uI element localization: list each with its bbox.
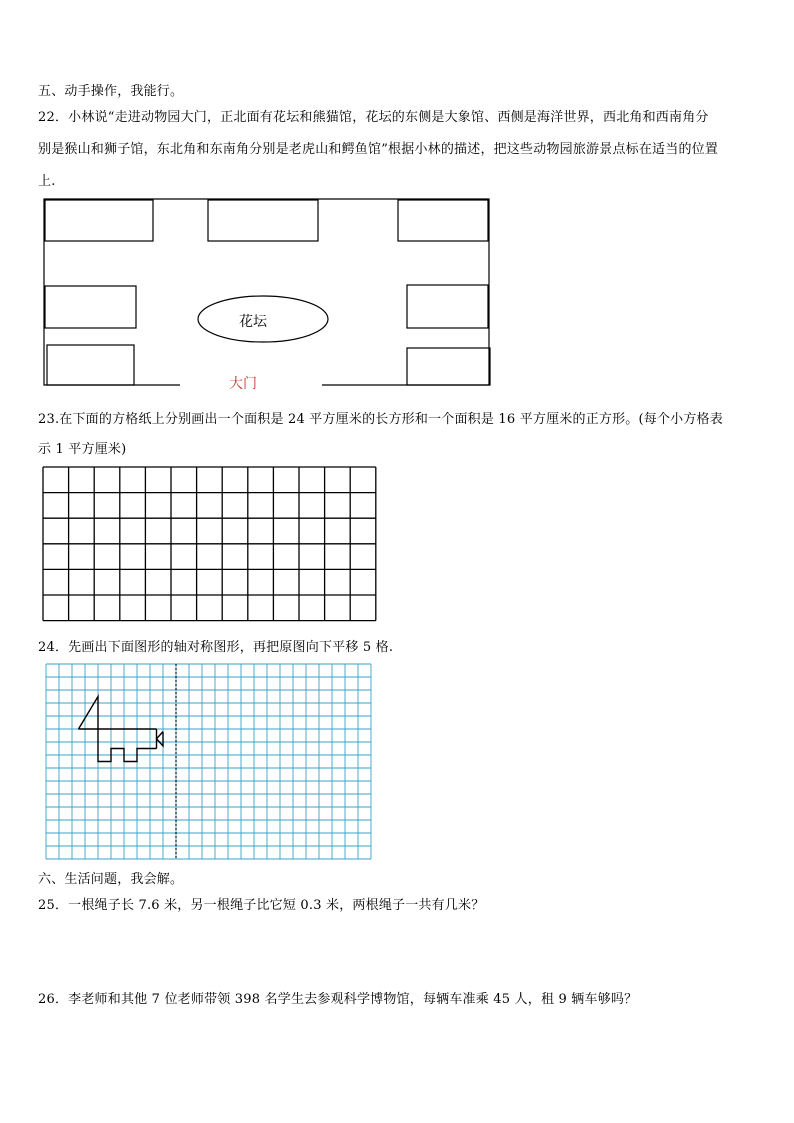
square-grid-paper	[42, 466, 382, 626]
blue-grid-paper	[44, 662, 380, 862]
zoo-plot-southwest	[47, 345, 134, 385]
zoo-plot-northeast	[398, 200, 488, 241]
q26-text: 26．李老师和其他 7 位老师带领 398 名学生去参观科学博物馆，每辆车准乘 45 人，租 9 辆车够吗？	[38, 992, 638, 1007]
q23-line-2: 示 1 平方厘米)	[38, 442, 127, 457]
zoo-plot-southeast	[407, 348, 490, 385]
flowerbed-ellipse	[198, 296, 328, 342]
q25-text: 25．一根绳子长 7.6 米，另一根绳子比它短 0.3 米，两根绳子一共有几米？	[38, 898, 485, 913]
section6-heading: 六、生活问题，我会解。	[38, 872, 184, 887]
figure-tail	[157, 732, 164, 746]
q22-line-3: 上.	[38, 174, 56, 189]
figure-body	[98, 729, 157, 762]
q22-line-1: 22．小林说“走进动物园大门，正北面有花坛和熊猫馆，花坛的东侧是大象馆、西侧是海洋世界，西北角和西南角分	[38, 110, 709, 125]
zoo-plot-west	[45, 286, 136, 328]
zoo-boundary	[44, 199, 489, 385]
gate-label: 大门	[229, 376, 257, 392]
zoo-plot-east	[407, 285, 488, 328]
section5-heading: 五、动手操作，我能行。	[38, 84, 184, 99]
q23-line-1: 23.在下面的方格纸上分别画出一个面积是 24 平方厘米的长方形和一个面积是 16 平方厘米的正方形。(每个小方格表	[38, 412, 723, 427]
figure-head	[79, 697, 99, 730]
zoo-plot-north	[208, 200, 318, 241]
q22-line-2: 别是猴山和狮子馆，东北角和东南角分别是老虎山和鳄鱼馆”根据小林的描述，把这些动物园旅游景点标在适当的位置	[38, 142, 719, 157]
zoo-plot-northwest	[45, 200, 153, 241]
q24-line-1: 24．先画出下面图形的轴对称图形，再把原图向下平移 5 格.	[38, 640, 394, 655]
flowerbed-label: 花坛	[239, 314, 267, 330]
